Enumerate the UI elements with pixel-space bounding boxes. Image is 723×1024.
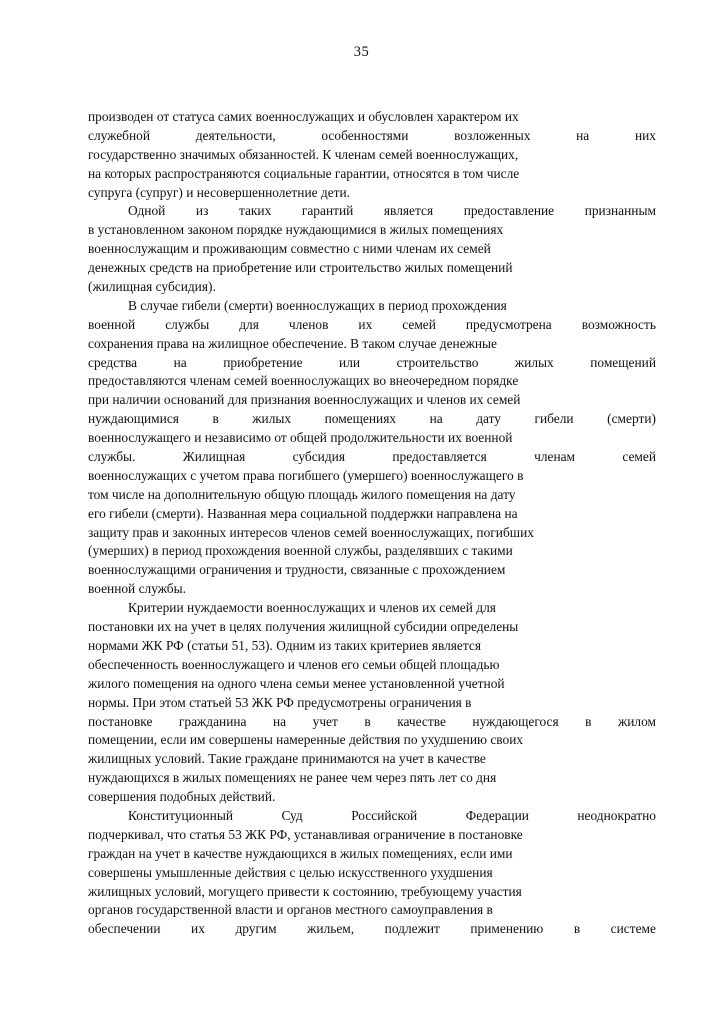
text-line — [88, 920, 656, 939]
word: членам — [534, 449, 576, 465]
body-text — [88, 108, 656, 939]
text-line: совершения подобных действий. — [88, 789, 276, 805]
text-line: нуждающихся в жилых помещениях не ранее чем через пять лет со дня — [88, 770, 497, 786]
word: на — [173, 354, 187, 370]
word: признанным — [584, 203, 656, 219]
text-line: военнослужащих с учетом права погибшего (умершего) военнослужащего в — [88, 467, 524, 483]
text-line — [88, 202, 656, 221]
word: обеспечении — [88, 921, 161, 937]
text-line: военнослужащего и независимо от общей продолжительности их военной — [88, 430, 513, 446]
word: в — [585, 713, 592, 729]
text-line: производен от статуса самих военнослужащих и обусловлен характером их — [88, 109, 519, 124]
word: семей — [402, 316, 436, 332]
text-line: на которых распространяются социальные гарантии, относятся в том числе — [88, 165, 520, 181]
text-line: при наличии оснований для признания военнослужащих и членов их семей — [88, 392, 521, 408]
word: Российской — [351, 807, 418, 823]
text-line: супруга (супруг) и несовершеннолетние дети. — [88, 184, 351, 200]
text-line: защиту прав и законных интересов членов семей военнослужащих, погибших — [88, 524, 534, 540]
text-line: Критерии нуждаемости военнослужащих и членов их семей для — [128, 600, 496, 616]
text-line: органов государственной власти и органов местного самоуправления в — [88, 902, 493, 918]
text-line: нормы. При этом статьей 53 ЖК РФ предусмотрены ограничения в — [88, 694, 472, 710]
word: семей — [622, 449, 656, 465]
word: системе — [610, 921, 656, 937]
word: в — [364, 713, 371, 729]
text-line: подчеркивал, что статья 53 ЖК РФ, устанавливая ограничение в постановке — [88, 826, 523, 842]
word: нуждающимися — [88, 411, 179, 427]
word: военной — [88, 316, 136, 332]
word: для — [239, 316, 259, 332]
text-line: его гибели (смерти). Названная мера социальной поддержки направлена на — [88, 505, 518, 521]
word: или — [339, 354, 361, 370]
text-line: (жилищная субсидия). — [88, 279, 216, 295]
word: Жилищная — [182, 449, 246, 465]
word: Конституционный — [128, 807, 233, 823]
word: средства — [88, 354, 138, 370]
text-line: жилищных условий. Такие граждане принимаются на учет в качестве — [88, 751, 486, 767]
text-line: жилищных условий, могущего привести к состоянию, требующему участия — [88, 883, 522, 899]
word: таких — [238, 203, 272, 219]
text-line — [88, 316, 656, 335]
word: жильем, — [307, 921, 355, 937]
text-line: государственно значимых обязанностей. К членам семей военнослужащих, — [88, 146, 519, 162]
word: помещениях — [324, 411, 397, 427]
page-number: 35 — [353, 44, 370, 60]
text-line: военнослужащими ограничения и трудности, связанные с прохождением — [88, 562, 506, 578]
text-line — [88, 807, 656, 826]
text-line: граждан на учет в качестве нуждающихся в жилых помещениях, если ими — [88, 845, 513, 861]
word: на — [429, 411, 443, 427]
word: субсидия — [292, 449, 345, 465]
text-line — [88, 127, 656, 146]
text-line: в установленном законом порядке нуждающимися в жилых помещениях — [88, 222, 504, 238]
text-line: военнослужащим и проживающим совместно с ними членам их семей — [88, 241, 491, 257]
word: службы — [165, 316, 210, 332]
word: жилом — [617, 713, 656, 729]
word: служебной — [88, 127, 151, 143]
text-line — [88, 410, 656, 429]
text-line — [88, 713, 656, 732]
word: Федерации — [465, 807, 529, 823]
text-line: (умерших) в период прохождения военной службы, разделявших с такими — [88, 543, 513, 559]
text-line: нормами ЖК РФ (статьи 51, 53). Одним из таких критериев является — [88, 637, 481, 653]
word: на — [576, 127, 590, 143]
word: них — [634, 127, 656, 143]
word: другим — [235, 921, 277, 937]
word: особенностями — [321, 127, 409, 143]
word: постановке — [88, 713, 153, 729]
text-line: помещении, если им совершены намеренные действия по ухудшению своих — [88, 732, 524, 748]
word: подлежит — [384, 921, 440, 937]
word: качестве — [397, 713, 446, 729]
word: службы. — [88, 449, 136, 465]
text-line: военной службы. — [88, 581, 186, 597]
text-line: жилого помещения на одного члена семьи менее установленной учетной — [88, 675, 505, 691]
word: жилых — [514, 354, 554, 370]
word: возложенных — [454, 127, 531, 143]
word: Одной — [128, 203, 166, 219]
word: (смерти) — [607, 411, 656, 427]
word: их — [191, 921, 205, 937]
word: применению — [470, 921, 544, 937]
word: деятельности, — [195, 127, 276, 143]
word: возможность — [581, 316, 656, 332]
word: нуждающегося — [472, 713, 559, 729]
word: предусмотрена — [465, 316, 552, 332]
word: строительство — [396, 354, 479, 370]
word: на — [273, 713, 287, 729]
word: дату — [476, 411, 501, 427]
text-line: постановки их на учет в целях получения жилищной субсидии определены — [88, 619, 519, 635]
word: учет — [312, 713, 338, 729]
text-line — [88, 354, 656, 373]
word: их — [358, 316, 373, 332]
text-line: том числе на дополнительную общую площадь жилого помещения на дату — [88, 486, 516, 502]
word: предоставляется — [392, 449, 487, 465]
word: жилых — [252, 411, 292, 427]
word: гарантий — [301, 203, 354, 219]
word: приобретение — [223, 354, 303, 370]
word: из — [195, 203, 209, 219]
text-line — [88, 448, 656, 467]
word: в — [212, 411, 219, 427]
word: помещений — [590, 354, 656, 370]
word: гибели — [534, 411, 574, 427]
word: неоднократно — [577, 807, 656, 823]
text-line: предоставляются членам семей военнослужащих во внеочередном порядке — [88, 373, 519, 389]
text-line: обеспеченность военнослужащего и членов его семьи общей площадью — [88, 656, 500, 672]
word: членов — [288, 316, 329, 332]
word: гражданина — [178, 713, 247, 729]
word: в — [573, 921, 581, 937]
word: является — [383, 203, 434, 219]
text-line: денежных средств на приобретение или строительство жилых помещений — [88, 260, 513, 276]
word: предоставление — [463, 203, 555, 219]
word: Суд — [281, 807, 303, 823]
text-line: сохранения права на жилищное обеспечение. В таком случае денежные — [88, 335, 497, 351]
text-line: совершены умышленные действия с целью искусственного ухудшения — [88, 864, 493, 880]
text-line: В случае гибели (смерти) военнослужащих в период прохождения — [128, 297, 507, 313]
